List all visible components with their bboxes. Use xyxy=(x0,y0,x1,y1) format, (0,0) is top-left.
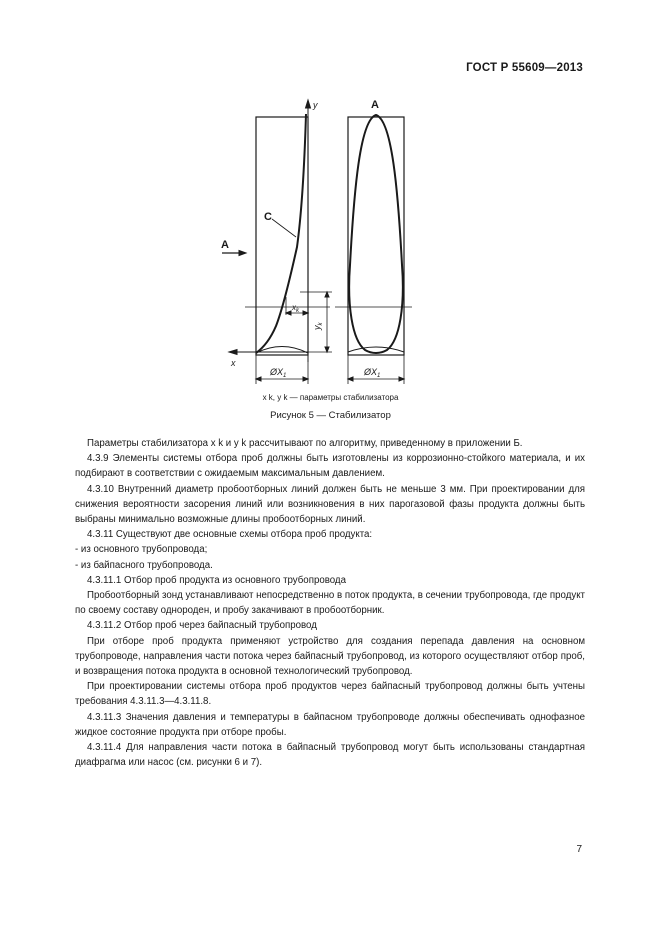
dx1-left-arrow-b xyxy=(303,377,308,381)
stabilizer-figure xyxy=(0,0,661,400)
dx1-left-label: $ØX_1$ xyxy=(270,367,287,379)
dx1-right-arrow-a xyxy=(348,377,353,381)
document-header: ГОСТ Р 55609—2013 xyxy=(466,62,583,74)
paragraph: Пробоотборный зонд устанавливают непосредственно в поток продукта, в сечении трубопровода, где продукт по своему составу однороден, и пробу закачивают в пробоотборник. xyxy=(75,590,585,617)
stabilizer-front-contour xyxy=(349,115,403,353)
stabilizer-profile-curve-c xyxy=(256,114,306,353)
figure-legend: x k, y k — параметры стабилизатора xyxy=(262,393,399,402)
y-axis-label: y xyxy=(313,100,318,110)
view-a xyxy=(335,115,412,384)
list-item: - из байпасного трубопровода. xyxy=(75,559,213,571)
paragraph: 4.3.11.2 Отбор проб через байпасный трубопровод xyxy=(87,620,317,632)
view-a-title: A xyxy=(371,99,379,111)
paragraph: 4.3.11 Существуют две основные схемы отбора проб продукта: xyxy=(87,529,373,541)
paragraph: При отборе проб продукта применяют устройство для создания перепада давления на основном трубопроводе, направления части потока через байпасный трубопровод, из которого осуществляют отбор проб, и возвращения потока продукта в основной технологический трубопровод. xyxy=(75,635,585,678)
flow-arrow-head xyxy=(239,251,246,256)
xk-arrow-left xyxy=(286,311,291,315)
view-a-labels xyxy=(363,99,380,379)
x-axis-arrow xyxy=(229,350,237,355)
c-leader-line xyxy=(272,219,296,237)
paragraph: 4.3.10 Внутренний диаметр пробоотборных линий должен быть не меньше 3 мм. При проектировании для снижения вероятности засорения линий или возникновения в них парогазовой фазы продукта должны быть выбраны минимально возможные длины пробоотборных линий. xyxy=(75,483,585,526)
dx1-right-arrow-b xyxy=(399,377,404,381)
paragraph: 4.3.11.4 Для направления части потока в байпасный трубопровод могут быть использованы стандартная диафрагма или насос (см. рисунки 6 и 7). xyxy=(75,742,585,769)
view-a-outline xyxy=(348,117,404,355)
list-item: - из основного трубопровода; xyxy=(75,544,208,556)
side-view-outline xyxy=(256,117,308,355)
paragraph: 4.3.9 Элементы системы отбора проб должны быть изготовлены из коррозионно-стойкого материала, и их подбирают в соответствии с ожидаемым максимальным давлением. xyxy=(75,453,585,480)
curve-c-label: C xyxy=(264,211,272,223)
body-text xyxy=(75,436,585,770)
paragraph: Параметры стабилизатора x k и y k рассчитывают по алгоритму, приведенному в приложении Б. xyxy=(87,438,523,449)
yk-label: $y_k$ xyxy=(312,322,324,330)
stabilizer-front-bottom-arc xyxy=(348,347,404,352)
xk-arrow-right xyxy=(303,311,308,315)
dx1-left-arrow-a xyxy=(256,377,261,381)
yk-arrow-top xyxy=(325,292,329,297)
page-number: 7 xyxy=(576,844,582,855)
dx1-right-label: $ØX_1$ xyxy=(364,367,381,379)
y-axis-arrow xyxy=(306,100,311,108)
view-a-arrow-label: A xyxy=(221,239,229,251)
paragraph: При проектировании системы отбора проб продуктов через байпасный трубопровод должны быть учтены требования 4.3.11.3—4.3.11.8. xyxy=(75,681,585,708)
paragraph: 4.3.11.3 Значения давления и температуры в байпасном трубопроводе должны обеспечивать однофазное жидкое состояние продукта при отборе пробы. xyxy=(75,711,585,738)
x-axis-label: x xyxy=(231,358,236,368)
yk-arrow-bottom xyxy=(325,347,329,352)
xk-label: $x_k$ xyxy=(292,303,299,314)
side-view xyxy=(222,100,332,384)
paragraph: 4.3.11.1 Отбор проб продукта из основного трубопровода xyxy=(87,574,346,586)
figure-caption: Рисунок 5 — Стабилизатор xyxy=(270,410,391,421)
